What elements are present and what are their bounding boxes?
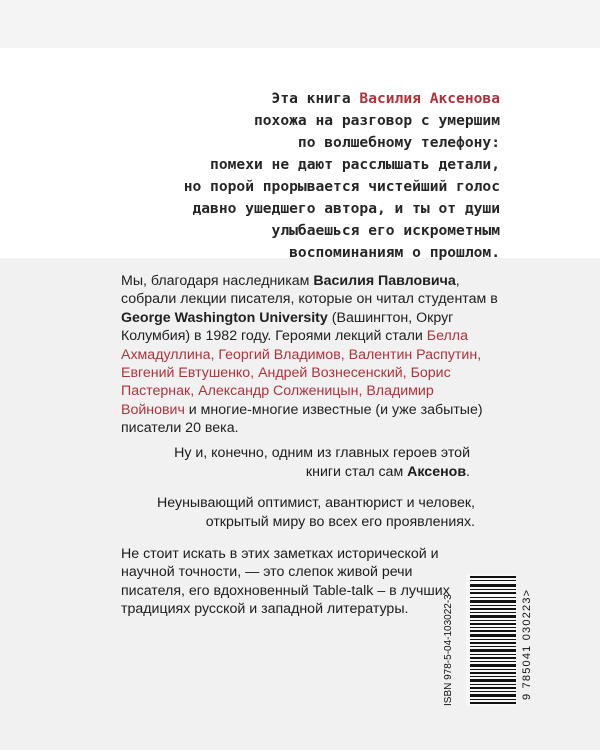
text-span: и многие-многие известные (и уже забытые) писатели 20 века.: [121, 401, 483, 437]
university-name: George Washington University: [121, 309, 328, 326]
quote-line-7: улыбаешься его искрометным: [271, 222, 500, 239]
quote-line-2: похожа на разговор с умершим: [253, 112, 500, 129]
text-span: Ну и, конечно, одним из главных героев этой книги стал сам: [174, 445, 470, 480]
text-span: Мы, благодаря наследникам: [121, 273, 314, 289]
barcode-image: [466, 574, 516, 706]
text-span: .: [466, 464, 470, 480]
barcode-number: 9 785041 030223: [521, 596, 533, 700]
author-name-highlight: Василия Аксенова: [359, 90, 500, 107]
quote-line-3: по волшебному телефону:: [297, 134, 500, 151]
table-talk-paragraph: Не стоит искать в этих заметках исторической и научной точности, — это слепок живой речи писателя, его вдохновенный Table-talk – в лучших традициях русской и западной литературы.: [121, 546, 450, 618]
quote-line-4: помехи не дают расслышать детали,: [210, 156, 500, 173]
top-band: [0, 0, 600, 48]
barcode-digits: [521, 589, 533, 700]
lectures-paragraph: [121, 272, 501, 438]
quote-text: Эта книга: [271, 90, 360, 107]
cover-quote: [110, 88, 500, 264]
text-span: , собрали лекции писателя, которые он читал студентам в: [121, 273, 498, 308]
author-fullname: Василия Павловича: [313, 273, 456, 289]
hero-paragraph: [170, 444, 470, 482]
quote-line-6: давно ушедшего автора, и ты от души: [192, 200, 500, 217]
optimist-paragraph: Неунывающий оптимист, авантюрист и человек, открытый миру во всех его проявлениях.: [157, 495, 475, 530]
text-span: (Вашингтон, Округ Колумбия) в 1982 году. Героями лекций стали: [121, 309, 454, 345]
quote-line-5: но порой прорывается чистейший голос: [183, 178, 500, 195]
writers-list: Белла Ахмадуллина, Георгий Владимов, Валентин Распутин, Евгений Евтушенко, Андрей Вознесенский, Борис Пастернак, Александр Солженицын, Владимир Войнович: [121, 328, 482, 418]
barcode-arrow: >: [521, 588, 533, 597]
aksenov-bold: Аксенов: [407, 464, 467, 480]
quote-line-8: воспоминаниям о прошлом.: [289, 244, 500, 261]
quote-line-1: [110, 88, 500, 110]
isbn-label: ISBN 978-5-04-103022-3: [443, 594, 454, 706]
